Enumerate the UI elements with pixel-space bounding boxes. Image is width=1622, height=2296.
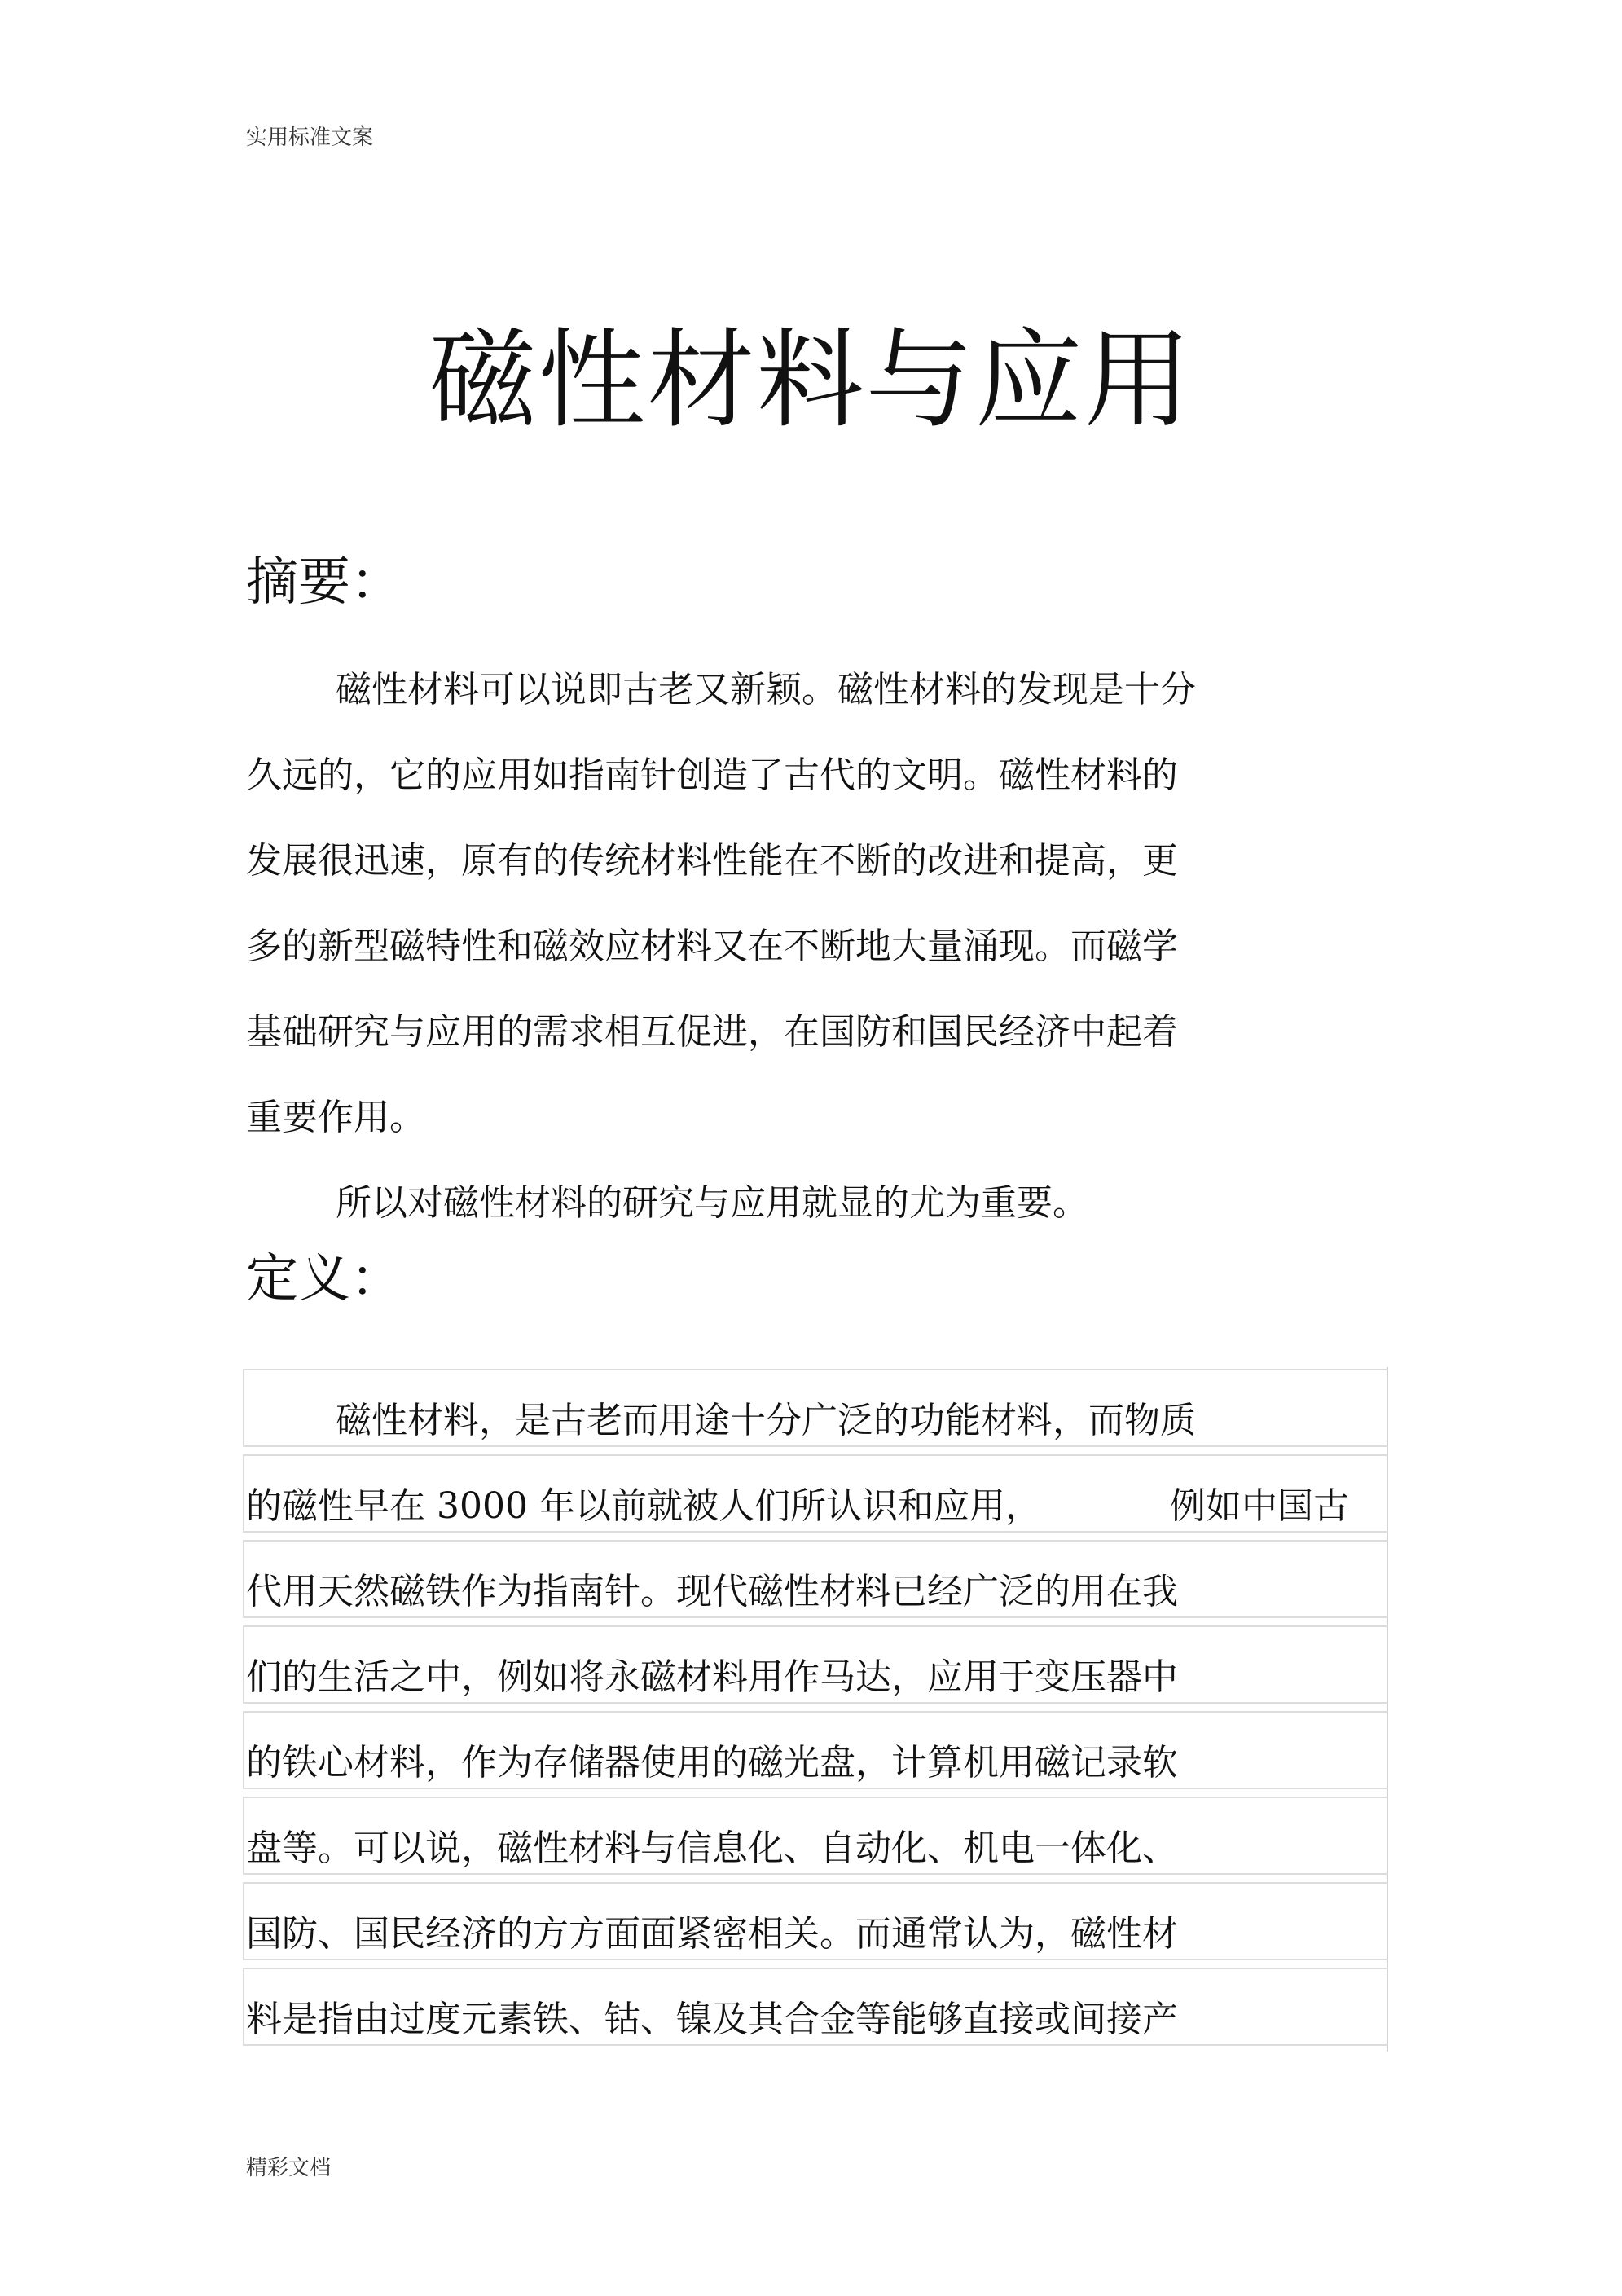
definition-line: 代用天然磁铁作为指南针。现代磁性材料已经广泛的用在我 (246, 1571, 1178, 1612)
definition-right-rule (1387, 1367, 1388, 2052)
definition-line: 盘等。可以说，磁性材料与信息化、自动化、机电一体化、 (246, 1828, 1178, 1869)
abstract-line: 基础研究与应用的需求相互促进，在国防和国民经济中起着 (246, 1011, 1178, 1053)
running-header: 实用标准文案 (246, 125, 374, 150)
definition-heading: 定义： (246, 1249, 402, 1309)
abstract-heading: 摘要： (246, 552, 402, 613)
definition-line: 们的生活之中，例如将永磁材料用作马达，应用于变压器中 (246, 1656, 1178, 1698)
abstract-line: 磁性材料可以说即古老又新颖。磁性材料的发现是十分 (336, 669, 1196, 710)
abstract-line: 重要作用。 (246, 1097, 425, 1138)
definition-line: 料是指由过度元素铁、钴、镍及其合金等能够直接或间接产 (246, 1999, 1178, 2040)
abstract-line: 久远的，它的应用如指南针创造了古代的文明。磁性材料的 (246, 754, 1178, 796)
abstract-line: 发展很迅速，原有的传统材料性能在不断的改进和提高，更 (246, 840, 1178, 882)
definition-line: 的铁心材料，作为存储器使用的磁光盘，计算机用磁记录软 (246, 1742, 1178, 1784)
definition-line: 例如中国古 (1170, 1485, 1349, 1527)
definition-line: 磁性材料，是古老而用途十分广泛的功能材料，而物质 (336, 1400, 1196, 1441)
abstract-line: 所以对磁性材料的研究与应用就显的尤为重要。 (336, 1182, 1088, 1224)
definition-line: 国防、国民经济的方方面面紧密相关。而通常认为，磁性材 (246, 1913, 1178, 1955)
running-footer: 精彩文档 (246, 2156, 332, 2180)
document-title: 磁性材料与应用 (429, 318, 1193, 443)
definition-line: 的磁性早在 3000 年以前就被人们所认识和应用， (246, 1485, 1041, 1527)
abstract-line: 多的新型磁特性和磁效应材料又在不断地大量涌现。而磁学 (246, 926, 1178, 967)
